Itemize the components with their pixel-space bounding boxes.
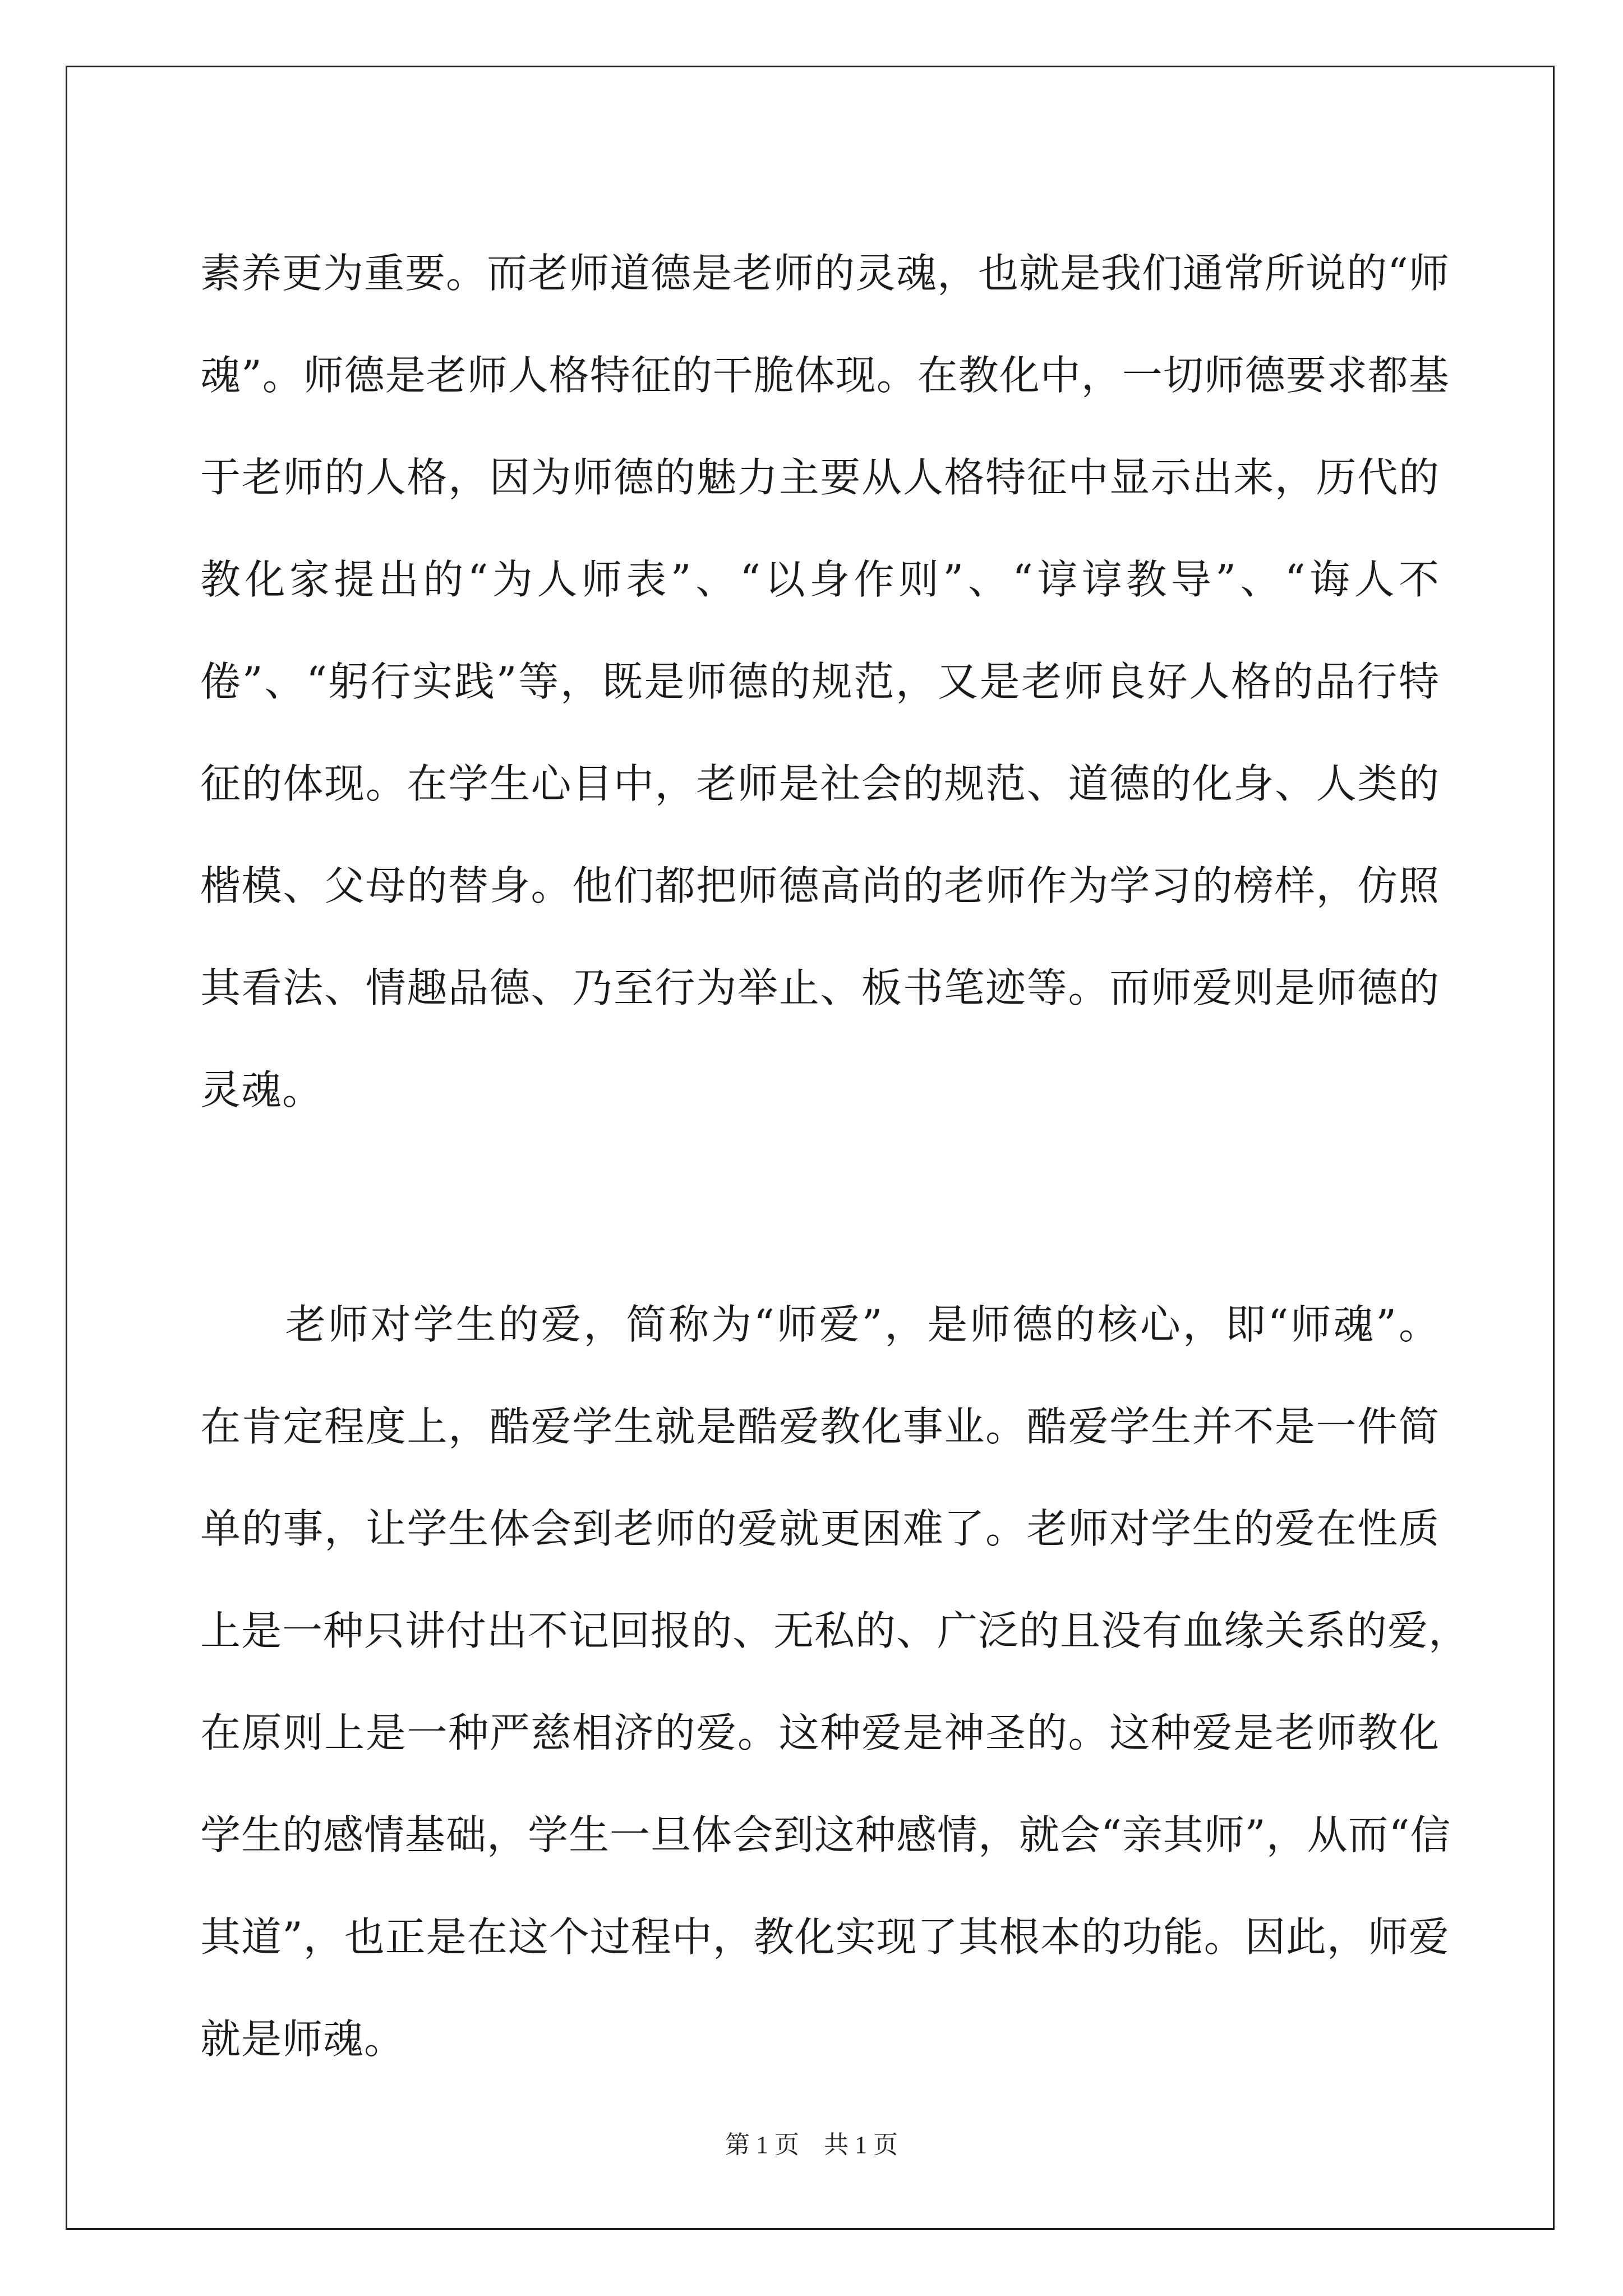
text-line: 在原则上是一种严慈相济的爱。这种爱是神圣的。这种爱是老师教化 <box>200 1709 1440 1756</box>
text-line: 倦”、“躬行实践”等，既是师德的规范，又是老师良好人格的品行特 <box>200 658 1440 705</box>
page-total: 共 1 页 <box>824 2131 898 2159</box>
text-line: 征的体现。在学生心目中，老师是社会的规范、道德的化身、人类的 <box>200 760 1440 807</box>
text-line: 灵魂。 <box>200 1066 324 1114</box>
text-line: 魂”。师德是老师人格特征的干脆体现。在教化中，一切师德要求都基 <box>200 352 1450 399</box>
text-line: 于老师的人格，因为师德的魅力主要从人格特征中显示出来，历代的 <box>200 454 1440 501</box>
text-line: 上是一种只讲付出不记回报的、无私的、广泛的且没有血缘关系的爱， <box>200 1607 1470 1654</box>
text-line: 楷模、父母的替身。他们都把师德高尚的老师作为学习的榜样，仿照 <box>200 862 1440 909</box>
text-line: 就是师魂。 <box>200 2016 405 2063</box>
text-line: 老师对学生的爱，简称为“师爱”，是师德的核心，即“师魂”。 <box>200 1301 1440 1348</box>
paragraph-1 <box>200 222 1450 1141</box>
page-footer <box>0 2128 1623 2162</box>
text-line: 在肯定程度上，酷爱学生就是酷爱教化事业。酷爱学生并不是一件简 <box>200 1403 1440 1450</box>
text-line: 素养更为重要。而老师道德是老师的灵魂，也就是我们通常所说的“师 <box>200 250 1450 297</box>
paragraph-2 <box>200 1273 1470 2090</box>
text-line: 其道”，也正是在这个过程中，教化实现了其根本的功能。因此，师爱 <box>200 1913 1450 1961</box>
text-line: 单的事，让学生体会到老师的爱就更困难了。老师对学生的爱在性质 <box>200 1505 1440 1552</box>
text-line: 学生的感情基础，学生一旦体会到这种感情，就会“亲其师”，从而“信 <box>200 1811 1451 1858</box>
text-line: 教化家提出的“为人师表”、“以身作则”、“谆谆教导”、“诲人不 <box>200 556 1440 603</box>
text-line: 其看法、情趣品德、乃至行为举止、板书笔迹等。而师爱则是师德的 <box>200 964 1440 1011</box>
page-number: 第 1 页 <box>725 2131 799 2159</box>
